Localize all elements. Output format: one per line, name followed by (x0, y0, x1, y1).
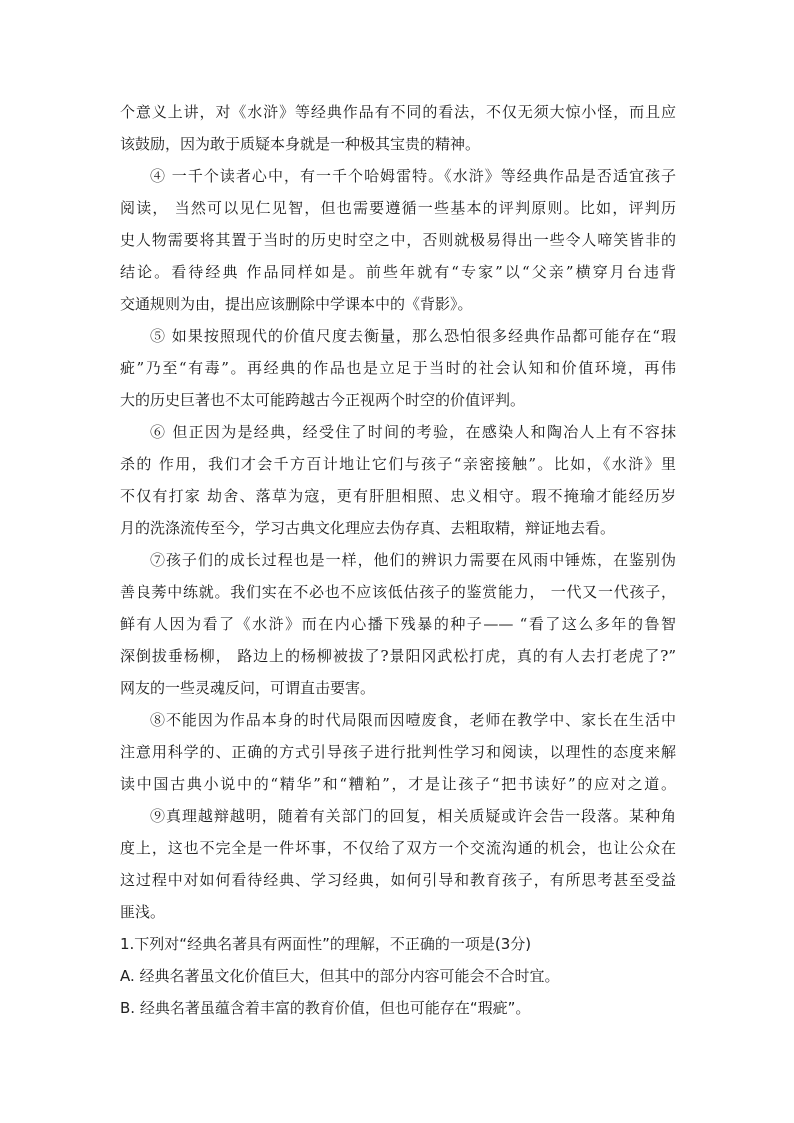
article-line: 鲜有人因为看了《水浒》而在内心播下残暴的种子—— “看了这么多年的鲁智 (120, 615, 676, 633)
article-line: 史人物需要将其置于当时的历史时空之中，否则就极易得出一些令人啼笑皆非的 (120, 231, 676, 249)
question-stem: 1.下列对“经典名著具有两面性”的理解，不正确的一项是(3分) (120, 935, 532, 953)
article-line: 善良莠中练就。我们实在不必也不应该低估孩子的鉴赏能力， 一代又一代孩子， (120, 583, 676, 601)
paragraph-4-line: ④ 一千个读者心中，有一千个哈姆雷特。《水浒》等经典作品是否适宜孩子 (150, 167, 676, 185)
option-a: A. 经典名著虽文化价值巨大，但其中的部分内容可能会不合时宜。 (120, 967, 560, 985)
paragraph-6-line: ⑥ 但正因为是经典，经受住了时间的考验，在感染人和陶冶人上有不容抹 (150, 423, 676, 441)
article-line: 该鼓励，因为敢于质疑本身就是一种极其宝贵的精神。 (120, 135, 481, 153)
option-b: B. 经典名著虽蕴含着丰富的教育价值，但也可能存在“瑕疵”。 (120, 999, 531, 1017)
article-line: 个意义上讲，对《水浒》等经典作品有不同的看法，不仅无须大惊小怪，而且应 (120, 103, 676, 121)
article-line: 网友的一些灵魂反问，可谓直击要害。 (120, 679, 376, 697)
article-line: 匪浅。 (120, 903, 166, 921)
article-line: 月的洗涤流传至今，学习古典文化理应去伪存真、去粗取精，辩证地去看。 (120, 519, 616, 537)
article-line: 大的历史巨著也不太可能跨越古今正视两个时空的价值评判。 (120, 391, 526, 409)
paragraph-9-line: ⑨真理越辩越明，随着有关部门的回复，相关质疑或许会告一段落。某种角 (150, 807, 676, 825)
article-line: 注意用科学的、正确的方式引导孩子进行批判性学习和阅读，以理性的态度来解 (120, 743, 676, 761)
article-line: 阅读， 当然可以见仁见智，但也需要遵循一些基本的评判原则。比如，评判历 (120, 199, 676, 217)
article-line: 交通规则为由，提出应该删除中学课本中的《背影》。 (120, 295, 473, 313)
article-line: 不仅有打家 劫舍、落草为寇，更有肝胆相照、忠义相守。瑕不掩瑜才能经历岁 (120, 487, 676, 505)
article-line: 疵”乃至“有毒”。再经典的作品也是立足于当时的社会认知和价值环境，再伟 (120, 359, 676, 377)
article-line: 杀的 作用，我们才会千方百计地让它们与孩子“亲密接触”。比如，《水浒》里 (120, 455, 676, 473)
paragraph-7-line: ⑦孩子们的成长过程也是一样，他们的辨识力需要在风雨中锤炼，在鉴别伪 (150, 551, 676, 569)
article-line: 读中国古典小说中的“精华”和“糟粕”，才是让孩子“把书读好”的应对之道。 (120, 775, 676, 793)
article-line: 这过程中对如何看待经典、学习经典，如何引导和教育孩子，有所思考甚至受益 (120, 871, 676, 889)
paragraph-5-line: ⑤ 如果按照现代的价值尺度去衡量，那么恐怕很多经典作品都可能存在“瑕 (150, 327, 676, 345)
article-line: 度上，这也不完全是一件坏事，不仅给了双方一个交流沟通的机会，也让公众在 (120, 839, 676, 857)
article-line: 深倒拔垂杨柳， 路边上的杨柳被拔了?景阳冈武松打虎，真的有人去打老虎了?” (120, 647, 676, 665)
paragraph-8-line: ⑧不能因为作品本身的时代局限而因噎废食，老师在教学中、家长在生活中 (150, 711, 676, 729)
article-line: 结论。看待经典 作品同样如是。前些年就有“专家”以“父亲”横穿月台违背 (120, 263, 676, 281)
